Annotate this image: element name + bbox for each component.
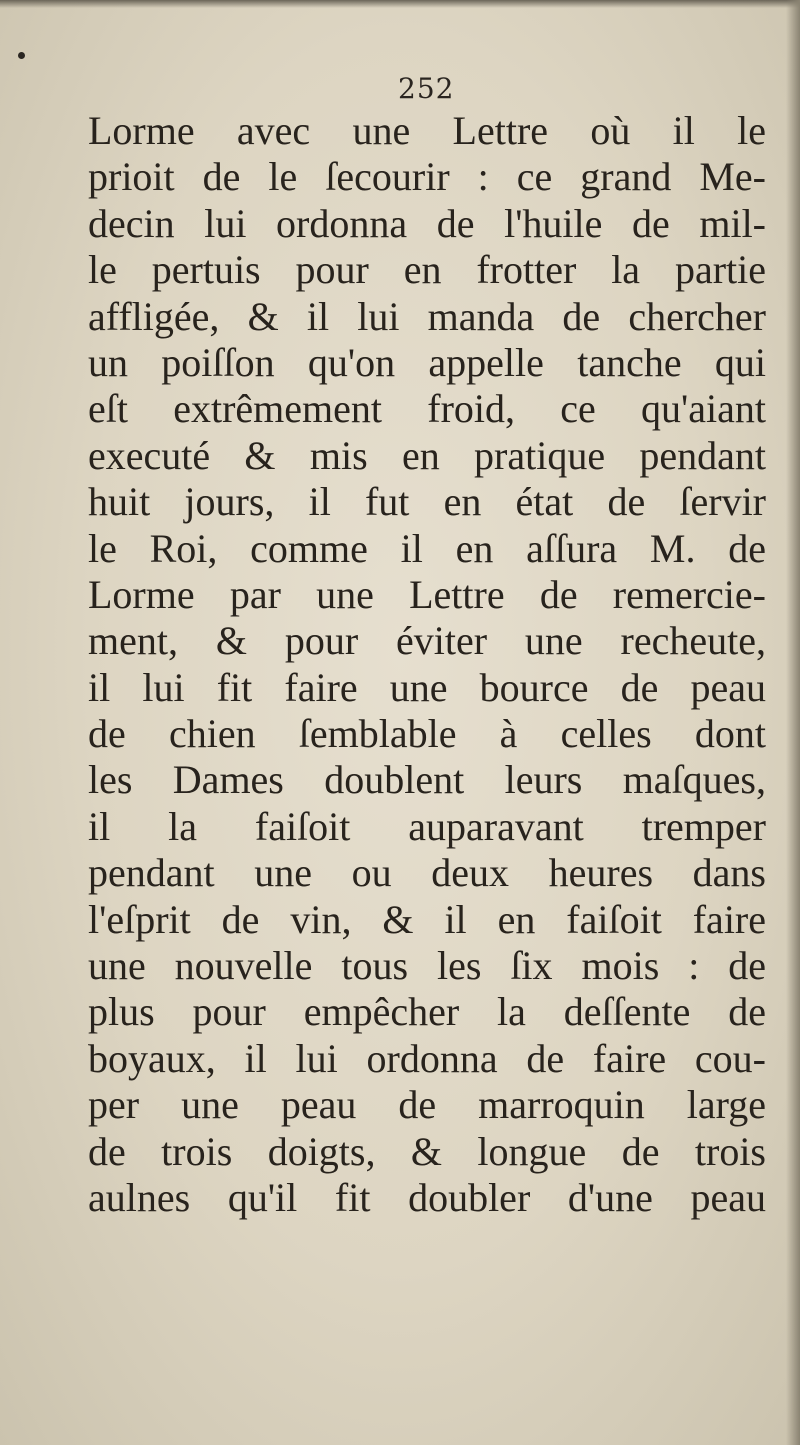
text-line: le Roi, comme il en aſſura M. de (88, 525, 766, 571)
text-line: aulnes qu'il fit doubler d'une peau (88, 1174, 766, 1220)
text-line: les Dames doublent leurs maſques, (88, 757, 766, 803)
text-line: prioit de le ſecourir : ce grand Me- (88, 154, 766, 200)
text-line: il la faiſoit auparavant tremper (88, 803, 766, 849)
text-line: huit jours, il fut en état de ſervir (88, 479, 766, 525)
page-top-shadow (0, 0, 800, 8)
text-line: de trois doigts, & longue de trois (88, 1128, 766, 1174)
text-line: pendant une ou deux heures dans (88, 850, 766, 896)
text-line: affligée, & il lui manda de chercher (88, 293, 766, 339)
ink-dot (18, 52, 25, 59)
page-number: 252 (398, 72, 455, 105)
text-line: boyaux, il lui ordonna de faire cou- (88, 1035, 766, 1081)
page-right-shadow (786, 0, 800, 1445)
text-line: l'eſprit de vin, & il en faiſoit faire (88, 896, 766, 942)
body-text (88, 108, 766, 1221)
text-line: de chien ſemblable à celles dont (88, 711, 766, 757)
text-line: un poiſſon qu'on appelle tanche qui (88, 339, 766, 385)
text-line: eſt extrêmement froid, ce qu'aiant (88, 386, 766, 432)
text-line: il lui fit faire une bource de peau (88, 664, 766, 710)
text-line: ment, & pour éviter une recheute, (88, 618, 766, 664)
text-line: executé & mis en pratique pendant (88, 432, 766, 478)
text-line: une nouvelle tous les ſix mois : de (88, 943, 766, 989)
text-line: Lorme avec une Lettre où il le (88, 108, 766, 153)
text-line: plus pour empêcher la deſſente de (88, 989, 766, 1035)
text-line: Lorme par une Lettre de remercie- (88, 571, 766, 617)
text-line: per une peau de marroquin large (88, 1082, 766, 1128)
text-line: le pertuis pour en frotter la partie (88, 247, 766, 293)
text-line: decin lui ordonna de l'huile de mil- (88, 200, 766, 246)
